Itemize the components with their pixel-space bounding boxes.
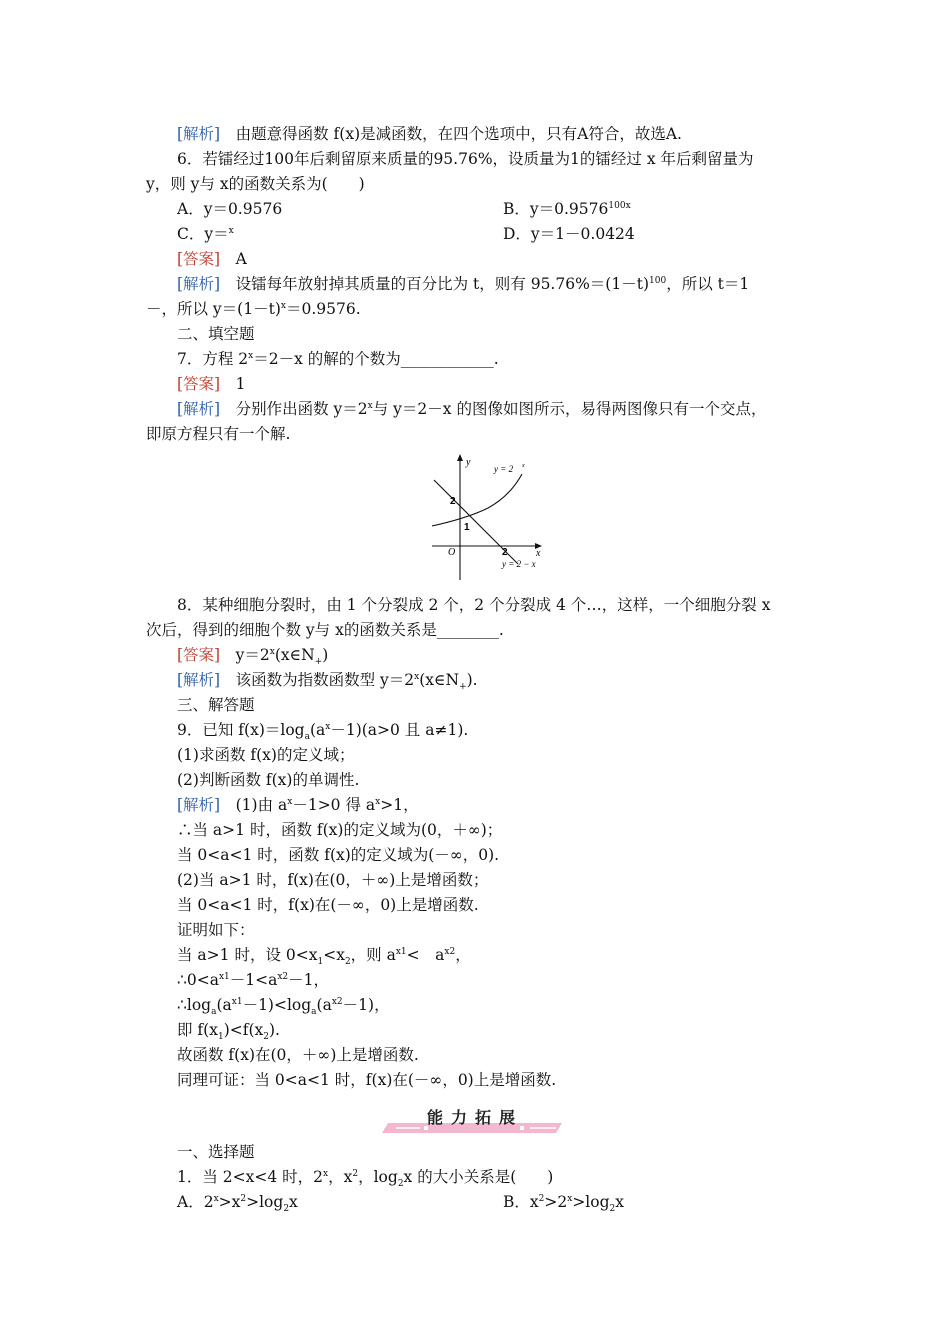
question-9-part1: (1)求函数 f(x)的定义域； — [177, 746, 355, 764]
tick-y2: 2 — [450, 496, 456, 507]
answer-value: 1 — [235, 375, 246, 393]
solution-line: $\therefore 0<a^{x1}-1<a^{x2}-1$， — [177, 971, 330, 989]
solution-line: $\therefore\log_a(a^{x1}-1)<\log_a(a^{x2}-1)$， — [177, 996, 390, 1018]
y-axis-arrow — [457, 454, 463, 461]
solution-line: ∴当 a>1 时，函数 f(x)的定义域为(0，＋∞)； — [177, 821, 503, 839]
y-axis-label: y — [466, 457, 471, 468]
solution-line: 故函数 f(x)在(0，＋∞)上是增函数. — [177, 1046, 419, 1064]
solution-line: [解析] (1)由 $a^x-1>0$ 得 $a^x>1$， — [177, 796, 419, 814]
section-heading: 一、选择题 — [177, 1143, 255, 1161]
solution-line: －，所以 $y=(1-t)^x=0.9576$. — [146, 300, 361, 318]
question-1: 1．当 2<x<4 时，2$^x$，$x^2$，$\log_2x$ 的大小关系是( ) — [177, 1168, 554, 1190]
solution-tag: [解析] — [177, 400, 221, 418]
solution-line: 证明如下： — [177, 921, 255, 939]
exp-curve — [432, 474, 522, 526]
section-banner — [380, 1103, 570, 1137]
solution-tag: [解析] — [177, 275, 221, 293]
solution-line — [177, 124, 682, 144]
tick-x2: 2 — [502, 547, 508, 558]
option-c: C．y＝$^x$ — [177, 225, 234, 243]
solution-line: 即原方程只有一个解. — [146, 425, 291, 443]
option-d: D．y＝1－0.0424 — [503, 225, 635, 243]
answer-line — [177, 374, 246, 394]
answer-line: [答案] $y=2^x(x\in N_+)$ — [177, 646, 329, 668]
question-9-part2: (2)判断函数 f(x)的单调性. — [177, 771, 360, 789]
option-a: A．$2^x>x^2>\log_2x$ — [177, 1193, 298, 1215]
question-6-line2: y，则 y与 x的函数关系为( ) — [146, 175, 365, 193]
question-6-line1: 6．若镭经过100年后剩留原来质量的95.76%，设质量为1的镭经过 x 年后剩留量为 — [177, 150, 754, 168]
answer-tag: [答案] — [177, 646, 221, 664]
question-9: 9．已知 $f(x)=\log_a(a^x-1)(a>0$ 且 a≠1). — [177, 721, 469, 743]
tick-y1: 1 — [464, 522, 470, 533]
solution-line: 同理可证：当 0<a<1 时，f(x)在(－∞，0)上是增函数. — [177, 1071, 557, 1089]
solution-line: [解析] 设镭每年放射掉其质量的百分比为 t，则有 $95.76\%=(1-t)^{100}$，所以 t＝1 — [177, 275, 750, 293]
banner-title: 能力拓展 — [426, 1108, 523, 1127]
answer-line — [177, 249, 247, 269]
solution-tag: [解析] — [177, 796, 221, 814]
question-8-line2: 次后，得到的细胞个数 y与 x的函数关系是________. — [146, 621, 504, 639]
option-a: A．y＝0.9576 — [177, 200, 283, 218]
solution-line: [解析] 分别作出函数 $y=2^x$与 y＝2－x 的图像如图所示，易得两图像只有一个交点， — [177, 400, 767, 418]
answer-value: A — [235, 250, 247, 268]
section-heading: 二、填空题 — [177, 325, 255, 343]
x-axis-label: x — [536, 548, 541, 559]
solution-line: [解析] 该函数为指数函数型 $y=2^x(x\in N_+)$. — [177, 671, 478, 693]
solution-line: 当 0<a<1 时，f(x)在(－∞，0)上是增函数. — [177, 896, 479, 914]
solution-tag: [解析] — [177, 671, 221, 689]
origin-label: O — [448, 547, 456, 558]
line-label: y = 2 − x — [502, 559, 536, 569]
solution-line: (2)当 a>1 时，f(x)在(0，＋∞)上是增函数； — [177, 871, 489, 889]
solution-text: 由题意得函数 f(x)是减函数，在四个选项中，只有A符合，故选A. — [235, 125, 682, 143]
answer-tag: [答案] — [177, 375, 221, 393]
exp-label-sup: x — [522, 463, 525, 469]
exp-label: y = 2 — [494, 464, 514, 474]
solution-line: 即 $f(x_1)<f(x_2)$. — [177, 1021, 280, 1043]
solution-tag: [解析] — [177, 125, 221, 143]
solution-line: 当 a>1 时，设 $0<x_1<x_2$，则 $a^{x1}<$ $a^{x2}$， — [177, 946, 471, 968]
question-7: 7．方程 $2^x=2-x$ 的解的个数为____________. — [177, 350, 499, 368]
option-b: B．$x^2>2^x>\log_2x$ — [503, 1193, 624, 1215]
solution-line: 当 0<a<1 时，函数 f(x)的定义域为(－∞，0). — [177, 846, 500, 864]
question-8-line1: 8．某种细胞分裂时，由 1 个分裂成 2 个，2 个分裂成 4 个…，这样，一个细胞分裂 x — [177, 596, 771, 614]
section-heading: 三、解答题 — [177, 696, 255, 714]
option-b: B．$y=0.9576^{100x}$ — [503, 200, 631, 218]
function-graph — [418, 452, 553, 582]
answer-tag: [答案] — [177, 250, 221, 268]
